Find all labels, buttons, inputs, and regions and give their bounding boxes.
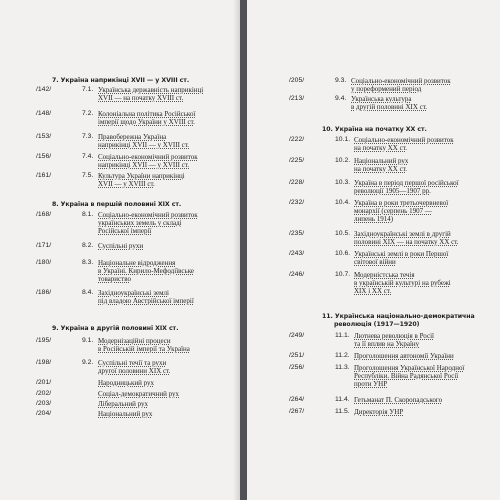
entry-number: 7.2. [82, 110, 94, 117]
entry-text: Модерністська течія [354, 271, 415, 279]
page-number: /148/ [36, 110, 52, 117]
entry-text: Проголошення автономії України [354, 352, 454, 360]
page-number: /264/ [289, 396, 305, 403]
entry-text: Національне відродження [98, 259, 176, 267]
page-number: /222/ [289, 136, 305, 143]
page-number: /243/ [289, 250, 305, 257]
entry-text: XVII — у XVIII ст. [98, 180, 155, 189]
entry-text: наприкінці XVII — у XVIII ст. [98, 141, 190, 150]
entry-number: 8.4. [82, 289, 94, 296]
entry-text: монархії (серпень 1907 — [354, 207, 432, 216]
page-number: /195/ [36, 337, 52, 344]
entry-text: Західноукраїнські землі в другій [354, 230, 451, 238]
page-gutter-shadow [233, 0, 240, 500]
entry-text: XIX і XX ст. [354, 287, 392, 296]
entry-text: Колоніальна політика Російської [98, 110, 196, 118]
entry-text: в Україні. Кирило-Мефодіївське [98, 267, 195, 276]
entry-number: 11.2. [335, 352, 350, 359]
entry-text: проти УНР [354, 380, 388, 389]
page-number: /156/ [36, 153, 52, 160]
entry-text: Модернізаційні процеси [98, 337, 171, 345]
entry-number: 8.2. [82, 242, 94, 249]
entry-number: 11.1. [335, 332, 350, 339]
page-number: /249/ [289, 332, 305, 339]
page-number: /246/ [289, 271, 305, 278]
entry-number: 10.7. [335, 271, 351, 278]
entry-number: 9.2. [82, 359, 94, 366]
page-number: /186/ [36, 289, 52, 296]
entry-text: Національний рух [354, 157, 409, 165]
page-number: /204/ [36, 410, 52, 417]
page-number: /256/ [289, 364, 305, 371]
entry-text: в другій половині XIX ст. [351, 103, 428, 112]
page-number: /168/ [36, 211, 52, 218]
entry-number: 8.1. [82, 211, 94, 218]
entry-number: 11.3. [335, 364, 350, 371]
entry-text: Національний рух [98, 410, 153, 418]
entry-text: товариство [98, 275, 131, 284]
entry-text: Директорія УНР [354, 408, 404, 416]
entry-text: Гетьманат П. Скоропадського [354, 396, 443, 404]
page-number: /235/ [289, 230, 305, 237]
entry-number: 9.3. [335, 77, 347, 84]
entry-text: Проголошення Української Народної [354, 364, 465, 372]
page-number: /225/ [289, 157, 305, 164]
entry-text: на початку XX ст. [354, 144, 407, 153]
page-number: /171/ [36, 242, 52, 249]
page-number: /213/ [289, 95, 305, 102]
page-number: /180/ [36, 259, 52, 266]
page-number: /251/ [289, 352, 305, 359]
entry-text: Соціально-економічний розвиток [98, 153, 198, 161]
entry-text: в українській культурі на рубежі [354, 279, 451, 288]
entry-text: Українська державність наприкінці [98, 86, 204, 94]
entry-number: 10.5. [335, 230, 351, 237]
entry-text: XVII — на початку XVIII ст. [98, 94, 184, 103]
entry-text: липень 1914) [354, 215, 394, 224]
section-title: 7. Україна наприкінці XVII — у XVIII ст. [52, 77, 190, 84]
section-title: 11. Українська національно-демократична [322, 313, 475, 320]
entry-text: Соціал-демократичний рух [98, 390, 179, 398]
entry-text: Російської імперії [98, 227, 152, 236]
entry-text: Західноукраїнські землі [98, 289, 169, 297]
entry-text: Ліберальний рух [98, 400, 149, 408]
entry-number: 11.4. [335, 396, 350, 403]
book-spine [240, 0, 247, 500]
entry-number: 7.5. [82, 172, 94, 179]
page-number: /228/ [289, 179, 305, 186]
entry-number: 9.1. [82, 337, 94, 344]
entry-text: Соціально-економічний розвиток [98, 211, 198, 219]
entry-number: 10.4. [335, 199, 351, 206]
entry-text: імперії щодо України у XVIII ст. [98, 118, 195, 127]
entry-text: Україна в роки третьочервневої [354, 199, 449, 207]
page-number: /198/ [36, 359, 52, 366]
entry-text: під владою Австрійської імперії [98, 297, 194, 306]
entry-text: Культура України наприкінці [98, 172, 185, 180]
page-number: /153/ [36, 133, 52, 140]
entry-text: українських земель у складі [98, 219, 182, 228]
entry-text: Народницький рух [98, 379, 155, 387]
entry-number: 10.1. [335, 136, 351, 143]
entry-text: половині XIX — на початку XX ст. [354, 238, 459, 247]
page-number: /205/ [289, 77, 305, 84]
entry-text: наприкінці XVII — у XVIII ст. [98, 161, 190, 170]
entry-number: 11.5. [335, 408, 350, 415]
page-number: /202/ [36, 390, 52, 397]
page-number: /142/ [36, 86, 52, 93]
entry-number: 7.1. [82, 86, 94, 93]
entry-text: у пореформений період [351, 85, 422, 94]
entry-text: та її вплив на Україну [354, 340, 420, 349]
entry-text: на початку XX ст. [354, 165, 407, 174]
entry-text: Україна в період першої російської [354, 179, 459, 187]
section-title-continued: революція (1917—1920) [334, 321, 420, 328]
entry-text: другої половини XIX ст. [98, 367, 171, 376]
section-title: 10. Україна на початку XX ст. [322, 126, 427, 133]
entry-text: в Російській імперії та Україна [98, 345, 190, 354]
entry-number: 7.4. [82, 153, 94, 160]
page-number: /232/ [289, 199, 305, 206]
entry-text: Суспільні течії та рухи [98, 359, 167, 367]
entry-number: 8.3. [82, 259, 94, 266]
entry-number: 9.4. [335, 95, 347, 102]
entry-text: революції 1905—1907 рр. [354, 187, 431, 196]
section-title: 8. Україна в першій половині XIX ст. [52, 201, 182, 208]
entry-number: 10.2. [335, 157, 351, 164]
entry-number: 10.6. [335, 250, 351, 257]
entry-text: Соціально-економічний розвиток [354, 136, 454, 144]
entry-text: Українська культура [351, 95, 412, 103]
entry-text: Республіки. Війна Радянської Росії [354, 372, 459, 381]
entry-text: Лютнева революція в Росії [354, 332, 434, 340]
entry-text: Суспільні рухи [98, 242, 144, 250]
page-number: /203/ [36, 400, 52, 407]
entry-number: 7.3. [82, 133, 94, 140]
page-number: /161/ [36, 172, 52, 179]
entry-text: Українські землі в роки Першої [354, 250, 449, 258]
page-number: /201/ [36, 379, 52, 386]
page-number: /267/ [289, 408, 305, 415]
section-title: 9. Україна в другій половині XIX ст. [52, 325, 179, 332]
entry-text: Правобережна Україна [98, 133, 167, 141]
entry-text: світової війни [354, 258, 396, 267]
entry-number: 10.3. [335, 179, 351, 186]
entry-text: Соціально-економічний розвиток [351, 77, 451, 85]
